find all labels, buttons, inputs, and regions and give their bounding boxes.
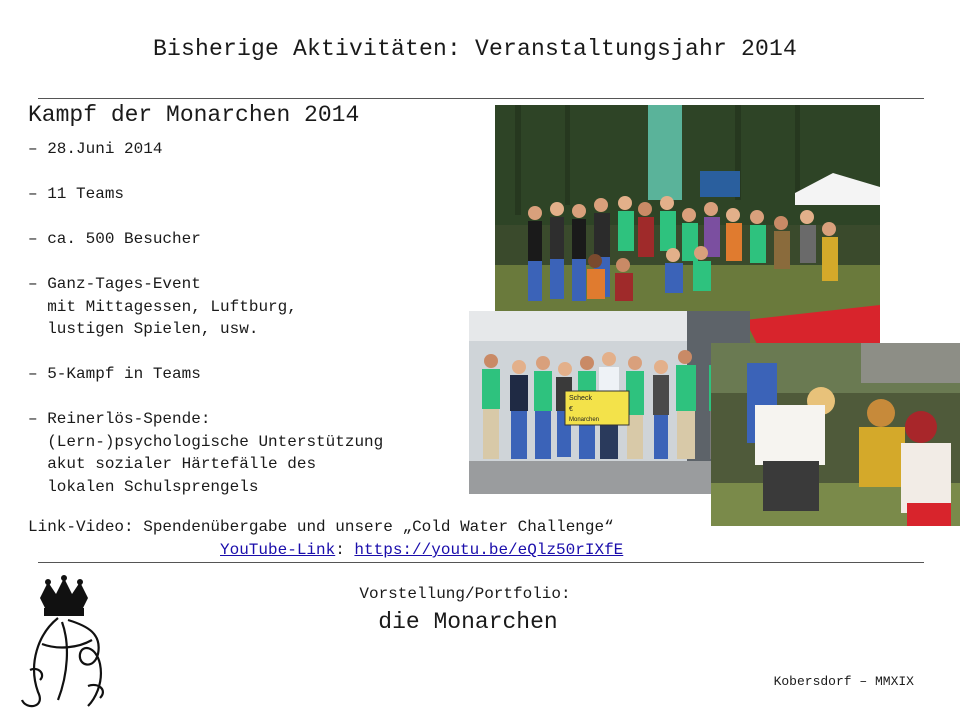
bullet-line: – Ganz-Tages-Event bbox=[28, 275, 201, 293]
bullet-spacer bbox=[28, 206, 383, 229]
bullet-line: – ca. 500 Besucher bbox=[28, 230, 201, 248]
video-caption: Link-Video: Spendenübergabe und unsere „Cold Water Challenge“ bbox=[28, 518, 614, 536]
link-separator: : bbox=[335, 541, 355, 559]
youtube-url-link[interactable]: https://youtu.be/eQlz50rIXfE bbox=[354, 541, 624, 559]
footer-text: Kobersdorf – MMXIX bbox=[773, 674, 914, 689]
check-text-scheck: Scheck bbox=[569, 395, 592, 402]
check-text-monarchen: Monarchen bbox=[569, 417, 600, 423]
bullet-line: akut sozialer Härtefälle des bbox=[28, 455, 317, 473]
bullet-line: (Lern-)psychologische Unterstützung bbox=[28, 432, 384, 451]
section-heading: Kampf der Monarchen 2014 bbox=[28, 102, 360, 128]
bullet-spacer bbox=[28, 341, 383, 364]
slide-title: Bisherige Aktivitäten: Veranstaltungsjahr 2014 bbox=[152, 36, 798, 62]
check-text-euro: € bbox=[569, 406, 573, 413]
youtube-link-label[interactable]: YouTube-Link bbox=[220, 541, 336, 559]
bottom-divider bbox=[38, 562, 924, 563]
top-divider bbox=[38, 98, 924, 99]
check-presentation-photo bbox=[469, 311, 750, 494]
bullet-line: – 11 Teams bbox=[28, 185, 125, 203]
activity-bullet-list bbox=[28, 138, 383, 498]
portfolio-label: Vorstellung/Portfolio: bbox=[359, 585, 571, 603]
bullet-spacer bbox=[28, 161, 383, 184]
bullet-line: – 5-Kampf in Teams bbox=[28, 365, 201, 383]
youtube-link-line bbox=[220, 541, 623, 559]
portfolio-name: die Monarchen bbox=[378, 609, 558, 635]
bullet-spacer bbox=[28, 386, 383, 409]
bullet-line: – Reinerlös-Spende: bbox=[28, 410, 211, 428]
bullet-line: lokalen Schulsprengels bbox=[28, 477, 259, 496]
bullet-line: lustigen Spielen, usw. bbox=[28, 320, 259, 338]
bullet-line: mit Mittagessen, Luftburg, bbox=[28, 297, 297, 316]
bullet-spacer bbox=[28, 251, 383, 274]
face-painting-photo bbox=[711, 343, 960, 526]
bullet-line: – 28.Juni 2014 bbox=[28, 140, 163, 158]
